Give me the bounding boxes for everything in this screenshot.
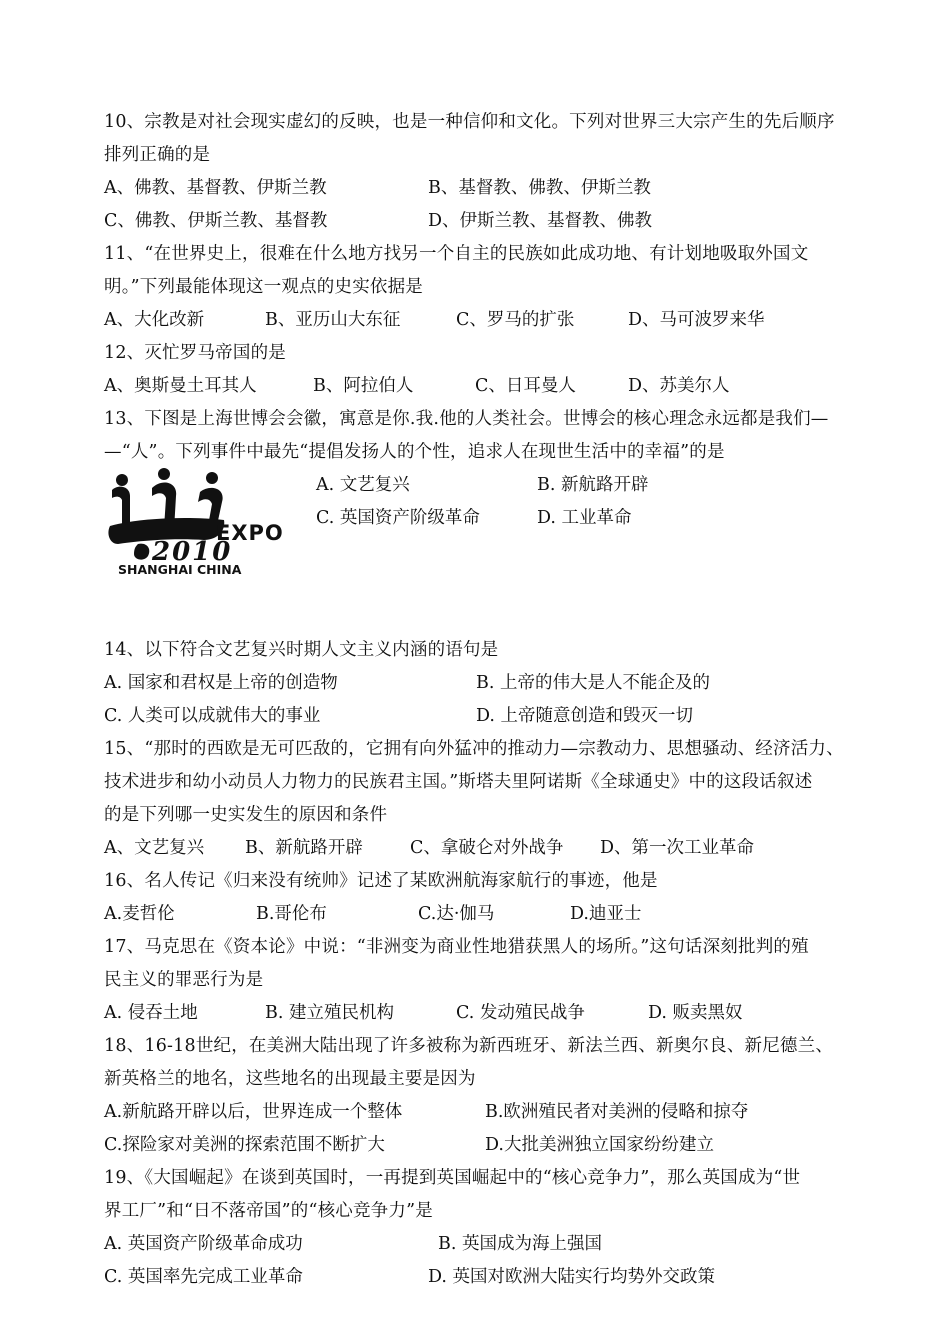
expo-2010-logo	[108, 466, 300, 578]
q14-stem-line1: 14、以下符合文艺复兴时期人文主义内涵的语句是	[104, 640, 499, 660]
q17-option-d: D. 贩卖黑奴	[648, 1003, 743, 1023]
q10-option-d: D、伊斯兰教、基督教、佛教	[428, 211, 653, 231]
q19-option-d: D. 英国对欧洲大陆实行均势外交政策	[428, 1267, 716, 1287]
q13-option-a: A. 文艺复兴	[316, 475, 410, 495]
q13-option-d: D. 工业革命	[537, 508, 632, 528]
q14-option-c: C. 人类可以成就伟大的事业	[104, 706, 321, 726]
q13-option-b: B. 新航路开辟	[537, 475, 649, 495]
q18-stem-line2: 新英格兰的地名，这些地名的出现最主要是因为	[104, 1069, 476, 1089]
q19-stem-line2: 界工厂”和“日不落帝国”的“核心竞争力”是	[104, 1201, 433, 1221]
q11-option-b: B、亚历山大东征	[265, 310, 401, 330]
q18-stem-line1: 18、16-18世纪，在美洲大陆出现了许多被称为新西班牙、新法兰西、新奥尔良、新尼德兰、	[104, 1036, 834, 1056]
q12-stem-line1: 12、灭忙罗马帝国的是	[104, 343, 286, 363]
q15-stem-line3: 的是下列哪一史实发生的原因和条件	[104, 805, 388, 825]
q12-option-b: B、阿拉伯人	[313, 376, 414, 396]
q11-option-a: A、大化改新	[104, 310, 205, 330]
q10-stem-line2: 排列正确的是	[104, 145, 211, 165]
q11-option-c: C、罗马的扩张	[456, 310, 575, 330]
q19-option-b: B. 英国成为海上强国	[438, 1234, 602, 1254]
expo-logo-year-text: 2010	[152, 537, 233, 567]
q17-stem-line1: 17、马克思在《资本论》中说：“非洲变为商业性地猎获黑人的场所。”这句话深刻批判的殖	[104, 937, 809, 957]
q14-option-d: D. 上帝随意创造和毁灭一切	[476, 706, 694, 726]
q10-option-a: A、佛教、基督教、伊斯兰教	[104, 178, 327, 198]
q11-stem-line2: 明。”下列最能体现这一观点的史实依据是	[104, 277, 423, 297]
expo-logo-mark-text: EXPO	[216, 521, 284, 545]
q16-option-d: D.迪亚士	[570, 904, 642, 924]
q18-option-b: B.欧洲殖民者对美洲的侵略和掠夺	[485, 1102, 749, 1122]
q15-stem-line2: 技术进步和幼小动员人力物力的民族君主国。”斯塔夫里阿诺斯《全球通史》中的这段话叙述	[104, 772, 813, 792]
q15-option-d: D、第一次工业革命	[600, 838, 755, 858]
q10-option-b: B、基督教、佛教、伊斯兰教	[428, 178, 651, 198]
q15-option-a: A、文艺复兴	[104, 838, 205, 858]
q13-stem-line1: 13、下图是上海世博会会徽，寓意是你.我.他的人类社会。世博会的核心理念永远都是我们—	[104, 409, 829, 429]
q16-option-b: B.哥伦布	[256, 904, 327, 924]
q15-stem-line1: 15、“那时的西欧是无可匹敌的，它拥有向外猛冲的推动力—宗教动力、思想骚动、经济活力、	[104, 739, 844, 759]
q17-stem-line2: 民主义的罪恶行为是	[104, 970, 264, 990]
q15-option-c: C、拿破仑对外战争	[410, 838, 564, 858]
q10-stem-line1: 10、宗教是对社会现实虚幻的反映，也是一种信仰和文化。下列对世界三大宗产生的先后顺序	[104, 112, 835, 132]
q18-option-c: C.探险家对美洲的探索范围不断扩大	[104, 1135, 385, 1155]
q15-option-b: B、新航路开辟	[245, 838, 363, 858]
q11-stem-line1: 11、“在世界史上，很难在什么地方找另一个自主的民族如此成功地、有计划地吸取外国文	[104, 244, 809, 264]
q17-option-a: A. 侵吞土地	[104, 1003, 198, 1023]
q18-option-a: A.新航路开辟以后，世界连成一个整体	[104, 1102, 403, 1122]
q18-option-d: D.大批美洲独立国家纷纷建立	[485, 1135, 714, 1155]
q11-option-d: D、马可波罗来华	[628, 310, 765, 330]
q13-stem-line2: —“人”。下列事件中最先“提倡发扬人的个性，追求人在现世生活中的幸福”的是	[104, 442, 725, 462]
q14-option-a: A. 国家和君权是上帝的创造物	[104, 673, 338, 693]
q12-option-c: C、日耳曼人	[475, 376, 576, 396]
q16-option-a: A.麦哲伦	[104, 904, 175, 924]
q13-option-c: C. 英国资产阶级革命	[316, 508, 480, 528]
q16-stem-line1: 16、名人传记《归来没有统帅》记述了某欧洲航海家航行的事迹，他是	[104, 871, 658, 891]
q17-option-b: B. 建立殖民机构	[265, 1003, 394, 1023]
expo-logo-subtitle: SHANGHAI CHINA	[118, 562, 242, 577]
q19-option-a: A. 英国资产阶级革命成功	[104, 1234, 303, 1254]
q19-stem-line1: 19、《大国崛起》在谈到英国时，一再提到英国崛起中的“核心竞争力”，那么英国成为“世	[104, 1168, 801, 1188]
q16-option-c: C.达·伽马	[418, 904, 495, 924]
q17-option-c: C. 发动殖民战争	[456, 1003, 585, 1023]
q14-option-b: B. 上帝的伟大是人不能企及的	[476, 673, 710, 693]
q10-option-c: C、佛教、伊斯兰教、基督教	[104, 211, 328, 231]
q19-option-c: C. 英国率先完成工业革命	[104, 1267, 303, 1287]
q12-option-d: D、苏美尔人	[628, 376, 730, 396]
q12-option-a: A、奥斯曼土耳其人	[104, 376, 257, 396]
